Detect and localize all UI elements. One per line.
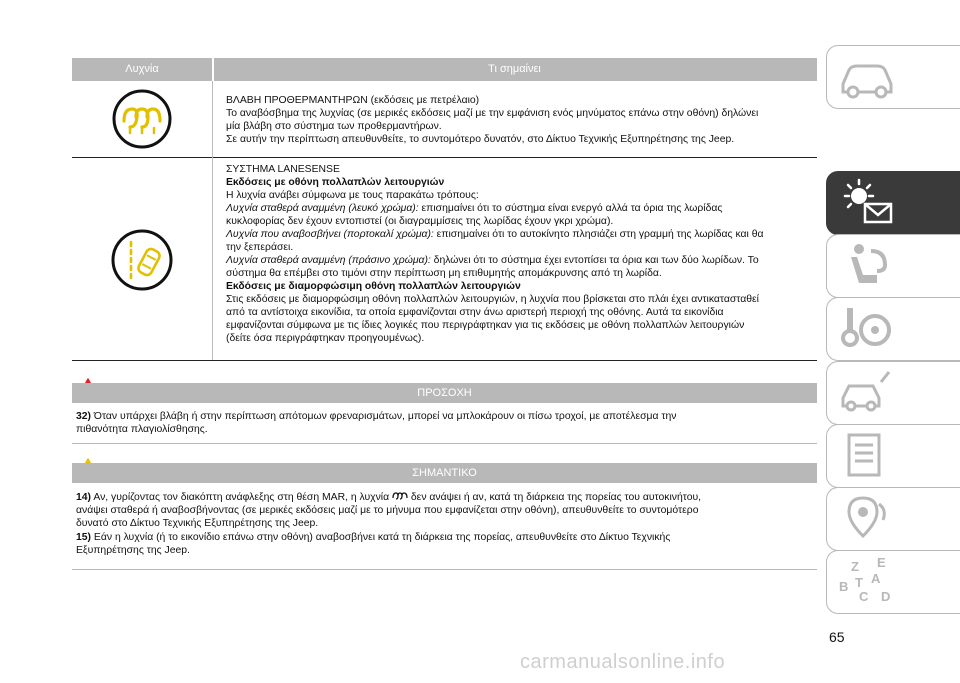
- index-letter: A: [871, 571, 881, 586]
- row1-line: ΒΛΑΒΗ ΠΡΟΘΕΡΜΑΝΤΗΡΩΝ (εκδόσεις με πετρέλαιο): [226, 95, 480, 106]
- icon-cell: [72, 81, 213, 157]
- tab-safety[interactable]: [826, 234, 960, 298]
- mode-text: δηλώνει ότι το σύστημα έχει εντοπίσει τα όρια και των δύο λωρίδων. Το: [430, 255, 759, 266]
- watermark: carmanualsonline.info: [520, 651, 726, 673]
- important-title: ΣΗΜΑΝΤΙΚΟ: [72, 463, 817, 483]
- page-number: 65: [829, 629, 845, 645]
- note-line: Εάν η λυχνία (ή το εικονίδιο επάνω στην οθόνη) αναβοσβήνει κατά τη διάρκεια της πορείας, απευθυνθείτε στο Δίκτυο Τεχνικής: [91, 531, 671, 543]
- icon-cell: [72, 157, 213, 360]
- tow-car-icon: [837, 368, 897, 418]
- mode-text: επισημαίνει ότι το αυτοκίνητο πλησιάζει στη γραμμή της λωρίδας και θα: [433, 229, 764, 240]
- service-list-icon: [837, 431, 897, 481]
- row2-line: [226, 202, 813, 215]
- mode-text: επισημαίνει ότι το σύστημα είναι ενεργό αλλά τα όρια της λωρίδας: [418, 203, 723, 214]
- header-meaning: Τι σημαίνει: [488, 63, 541, 75]
- row2-line: Η λυχνία ανάβει σύμφωνα με τους παρακάτω τρόπους:: [226, 190, 479, 201]
- navigation-icon: [837, 494, 897, 544]
- note-line: ανάψει σταθερά ή αναβοσβήνοντας (σε μερικές εκδόσεις μαζί με το μήνυμα που εμφανίζεται στην οθόνη), απευθυνθείτε το συντομότερο: [76, 505, 699, 517]
- glow-plug-inline-icon: [392, 491, 408, 501]
- table-row: [72, 157, 817, 361]
- airbag-seat-icon: [837, 241, 897, 291]
- lanesense-subtitle: Εκδόσεις με οθόνη πολλαπλών λειτουργιών: [226, 177, 445, 188]
- index-letter: E: [877, 557, 886, 570]
- index-letter: T: [855, 575, 863, 590]
- note-number: 32): [76, 411, 92, 422]
- tab-maintenance[interactable]: [826, 424, 960, 488]
- tab-driving[interactable]: [826, 297, 960, 361]
- row2-line: σύστημα θα επέμβει στο τιμόνι στην περίπτωση μη επιθυμητής απομάκρυνσης από τη λωρίδα.: [226, 268, 662, 279]
- alphabet-index-icon: [837, 557, 897, 611]
- row2-line: από τα αντίστοιχα εικονίδια, τα οποία εμφανίζονται στην άνω αριστερή περιοχή της οθόνης. Αυτά τα εικονίδια: [226, 307, 724, 318]
- mode-label: Λυχνία σταθερά αναμμένη (πράσινο χρώμα):: [226, 255, 431, 266]
- lanesense-car-lane-icon: [109, 227, 175, 293]
- row1-line: Το αναβόσβημα της λυχνίας (σε μερικές εκδόσεις μαζί με την εμφάνιση ενός μηνύματος επάνω στην οθόνη) δηλώνει: [226, 108, 759, 119]
- mode-label: Λυχνία που αναβοσβήνει (πορτοκαλί χρώμα):: [226, 229, 434, 240]
- tab-index[interactable]: [826, 550, 960, 614]
- row2-line: κυκλοφορίας δεν έχουν εντοπιστεί (οι διαγραμμίσεις της λωρίδας έχουν γκρι χρώμα).: [226, 216, 614, 227]
- row2-line: εμφανίζονται σύμφωνα με τις ίδιες λογικές που περιγράφτηκαν για τις εκδόσεις με οθόνη πολλαπλών λειτουργιών: [226, 320, 745, 331]
- table-row: [72, 81, 817, 158]
- header-lamp: Λυχνία: [125, 63, 159, 75]
- row2-line: (δείτε όσα περιγράφτηκαν προηγουμένως).: [226, 333, 425, 344]
- important-text: [72, 491, 817, 557]
- lanesense-title: ΣΥΣΤΗΜΑ LANESENSE: [226, 164, 340, 175]
- note-line: πιθανότητα πλαγιολίσθησης.: [76, 424, 208, 436]
- lanesense-subtitle: Εκδόσεις με διαμορφώσιμη οθόνη πολλαπλών λειτουργιών: [226, 281, 521, 292]
- tab-warning-lights[interactable]: [826, 171, 960, 235]
- glow-plug-warning-icon: [110, 87, 174, 151]
- tab-vehicle[interactable]: [826, 45, 960, 109]
- index-letter: C: [859, 589, 869, 604]
- caution-title: ΠΡΟΣΟΧΗ: [72, 383, 817, 403]
- note-line: Αν, γυρίζοντας τον διακόπτη ανάφλεξης στη θέση MAR, η λυχνία: [91, 492, 393, 503]
- tab-multimedia[interactable]: [826, 487, 960, 551]
- table-header: [72, 58, 817, 81]
- note-line: Όταν υπάρχει βλάβη ή στην περίπτωση απότομων φρεναρισμάτων, μπορεί να μπλοκάρουν οι πίσω τροχοί, με αποτέλεσμα την: [91, 411, 677, 422]
- car-icon: [837, 52, 897, 102]
- steering-tools-icon: [837, 304, 897, 354]
- row1-line: Σε αυτήν την περίπτωση απευθυνθείτε, το συντομότερο δυνατόν, στο Δίκτυο Τεχνικής Εξυπηρέτησης της Jeep.: [226, 134, 735, 145]
- row2-line: Στις εκδόσεις με διαμορφώσιμη οθόνη πολλαπλών λειτουργιών, η λυχνία που βρίσκεται στο πλάι έχει αντικατασταθεί: [226, 294, 759, 305]
- caution-text: [72, 410, 817, 436]
- index-letter: D: [881, 589, 891, 604]
- row2-line: [226, 228, 813, 241]
- row1-line: μία βλάβη στο σύστημα των προθερμαντήρων.: [226, 121, 442, 132]
- note-number: 14): [76, 492, 92, 503]
- row2-line: την ξεπεράσει.: [226, 242, 294, 253]
- note-line: Εξυπηρέτησης της Jeep.: [76, 544, 190, 556]
- note-line: δυνατό στο Δίκτυο Τεχνικής Εξυπηρέτησης της Jeep.: [76, 518, 319, 530]
- index-letter: Z: [851, 559, 859, 574]
- index-letter: B: [839, 579, 849, 594]
- warning-lights-icon: [837, 178, 897, 228]
- note-number: 15): [76, 531, 92, 543]
- note-line: δεν ανάψει ή αν, κατά τη διάρκεια της πορείας του αυτοκινήτου,: [408, 492, 702, 503]
- tab-emergency[interactable]: [826, 361, 960, 425]
- row2-line: [226, 254, 813, 267]
- mode-label: Λυχνία σταθερά αναμμένη (λευκό χρώμα):: [226, 203, 419, 214]
